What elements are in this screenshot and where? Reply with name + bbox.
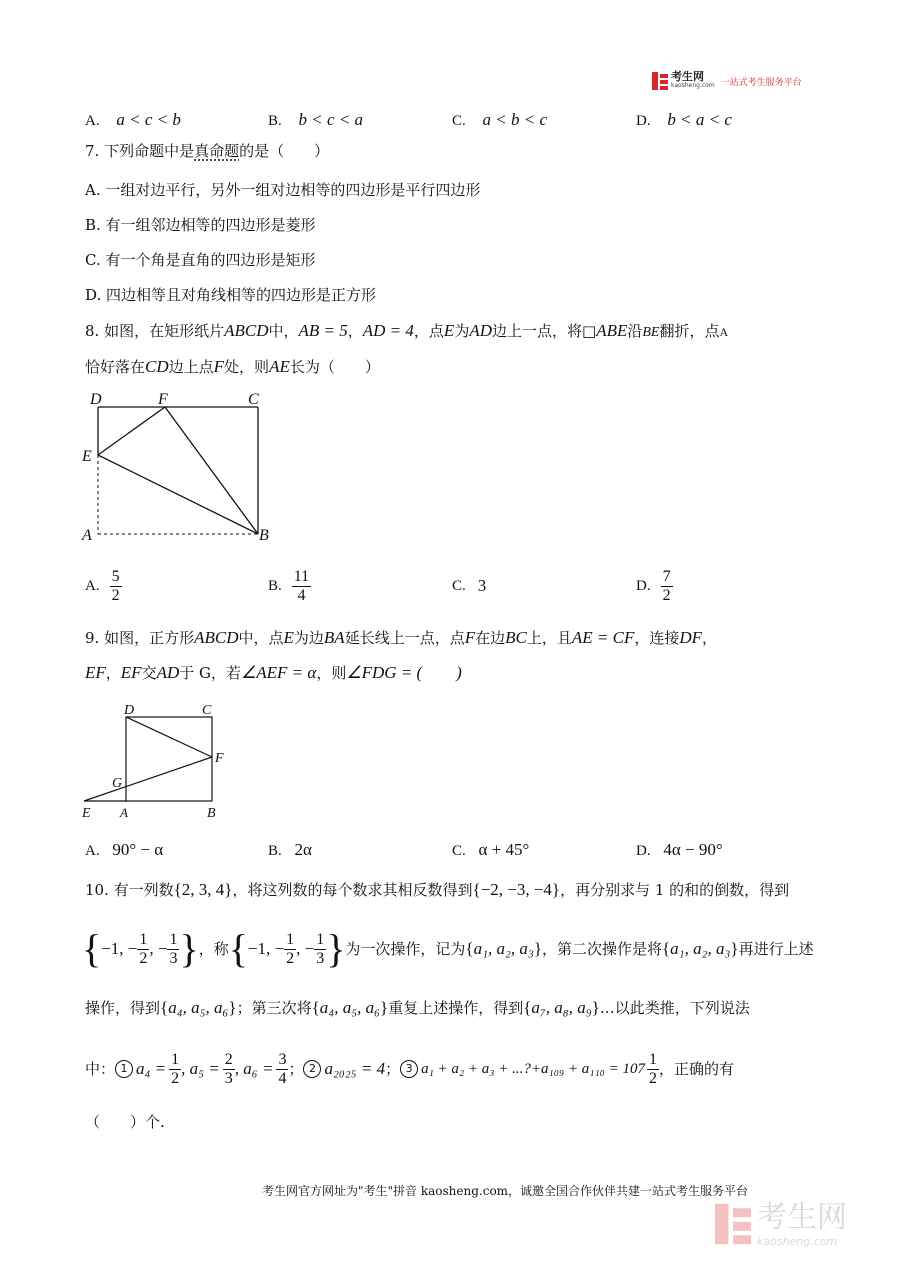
q9-label-g: G bbox=[112, 776, 123, 791]
q8-stem-line2: 恰好落在CD边上点F处，则AE长为（ ） bbox=[85, 357, 380, 376]
circled-two-icon: 2 bbox=[303, 1060, 321, 1078]
q8-label-c: C bbox=[248, 391, 259, 408]
q7-option-d: D. 四边相等且对角线相等的四边形是正方形 bbox=[85, 286, 377, 304]
kaosheng-logo-icon bbox=[652, 72, 668, 90]
q9-stem-line1: 9. 如图，正方形ABCD中，点E为边BA延长线上一点，点F在边BC上，且AE = CF，连接DF， bbox=[85, 628, 718, 647]
q9-label-d: D bbox=[124, 703, 135, 718]
circled-three-icon: 3 bbox=[400, 1060, 418, 1078]
q8-stem-line1: 8. 如图，在矩形纸片ABCD中，AB = 5，AD = 4，点E为AD边上一点，将□ABE沿BE翻折，点A bbox=[85, 321, 729, 340]
header-logo bbox=[652, 72, 802, 90]
q9-figure bbox=[78, 700, 238, 825]
footer-text: 考生网官方网址为"考生"拼音 kaosheng.com，诚邀全国合作伙伴共建一站式考生服务平台 bbox=[262, 1184, 749, 1198]
q10-line2: { −1, − $\frac{1}{2}$ , − $\frac{1}{3}$ } ，称 { −1, − $\frac{1}{2}$ , − $\frac{1}{3}$ } 为一次操作，记为 { a₁, a₂, a₃ } ，第二次操作是将 { a₁, a₂, a₃ } 再进行上述 bbox=[82, 926, 814, 971]
q8-option-b: B. $\frac{11}{4}$ bbox=[268, 567, 310, 604]
q9-label-b: B bbox=[207, 806, 216, 821]
q9-option-d: D. 4α − 90° bbox=[636, 840, 723, 859]
q9-option-b: B. 2α bbox=[268, 840, 312, 859]
q7-stem: 7. 下列命题中是真命题的是（ ） bbox=[85, 142, 330, 160]
q9-label-e: E bbox=[82, 806, 91, 821]
q8-seg-eb bbox=[98, 455, 258, 534]
q10-line3: 操作，得到{a₄, a₅, a₆}；第三次将{a₄, a₅, a₆}重复上述操作，得到{a₇, a₈, a₉}…以此类推，下列说法 bbox=[85, 998, 750, 1017]
q7-option-b: B. 有一组邻边相等的四边形是菱形 bbox=[85, 216, 316, 234]
q7-emphasis: 真命题 bbox=[194, 142, 240, 160]
q6-option-c: C. a < b < c bbox=[452, 110, 548, 129]
q9-square-abcd bbox=[126, 717, 212, 801]
q9-option-a: A. 90° − α bbox=[85, 840, 164, 859]
q8-label-a: A bbox=[82, 527, 92, 544]
q8-label-b: B bbox=[259, 527, 269, 544]
q8-option-a: A. $\frac{5}{2}$ bbox=[85, 567, 120, 604]
kaosheng-watermark-icon bbox=[715, 1200, 751, 1248]
q9-seg-ef bbox=[84, 757, 212, 801]
q8-option-c: C. 3 bbox=[452, 576, 487, 595]
logo-slogan: 一站式考生服务平台 bbox=[720, 77, 802, 88]
q8-option-d: D. $\frac{7}{2}$ bbox=[636, 567, 671, 604]
q7-option-a: A. 一组对边平行，另外一组对边相等的四边形是平行四边形 bbox=[85, 181, 481, 199]
q9-label-a: A bbox=[120, 805, 128, 820]
logo-domain: kaosheng.com bbox=[671, 82, 715, 89]
q6-option-d: D. b < a < c bbox=[636, 110, 732, 129]
q10-line1: 10. 有一列数{2, 3, 4}，将这列数的每个数求其相反数得到{−2, −3, −4}，再分别求与 1 的和的倒数，得到 bbox=[85, 880, 790, 899]
q7-option-c: C. 有一个角是直角的四边形是矩形 bbox=[85, 251, 316, 269]
q8-figure bbox=[78, 386, 278, 546]
q9-option-c: C. α + 45° bbox=[452, 840, 530, 859]
q9-seg-df bbox=[126, 717, 212, 757]
q8-label-f: F bbox=[158, 391, 168, 408]
footer-watermark bbox=[715, 1200, 847, 1248]
q10-line5: （ ）个. bbox=[85, 1113, 165, 1131]
q6-option-a: A. a < c < b bbox=[85, 110, 181, 129]
q9-label-f: F bbox=[215, 751, 224, 766]
watermark-domain: kaosheng.com bbox=[757, 1234, 838, 1248]
logo-name: 考生网 bbox=[671, 70, 704, 83]
q8-label-d: D bbox=[90, 391, 102, 408]
circled-one-icon: 1 bbox=[115, 1060, 133, 1078]
q9-stem-line2: EF，EF交AD于 G，若∠AEF = α，则∠FDG = ( ) bbox=[85, 663, 462, 682]
watermark-name: 考生网 bbox=[757, 1199, 847, 1235]
q10-line4: 中： 1 a₄ = $\frac{1}{2}$ , a₅ = $\frac{2}{3}$ , a₆ = $\frac{3}{4}$ ； 2 a₂₀₂₅ = 4 ； 3 a₁ + a₂ + a₃ + ...?+a₁₀₉ + a₁₁₀ = 107 $\frac{1}{2}$ ，正确的有 bbox=[85, 1050, 735, 1087]
q9-label-c: C bbox=[202, 703, 212, 718]
q8-seg-fb bbox=[165, 407, 258, 534]
q6-option-b: B. b < c < a bbox=[268, 110, 364, 129]
q8-seg-ef bbox=[98, 407, 165, 455]
q8-label-e: E bbox=[82, 448, 92, 465]
